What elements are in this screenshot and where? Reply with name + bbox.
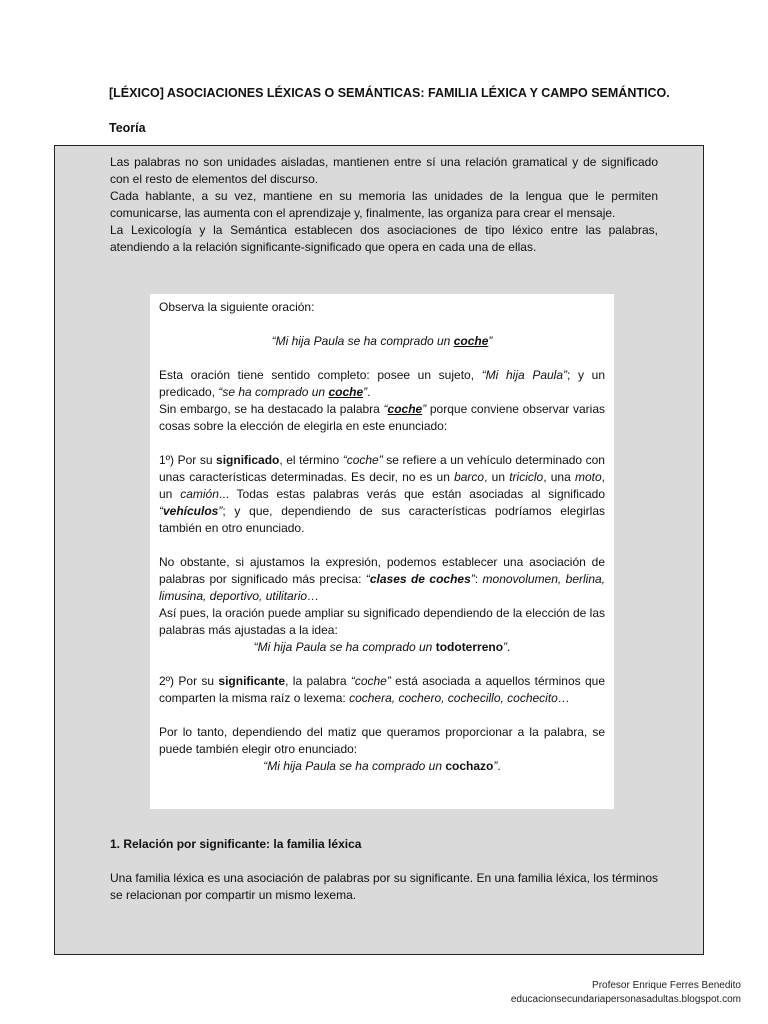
observa-label: Observa la siguiente oración: [159, 300, 315, 314]
point-2-conclusion: Por lo tanto, dependiendo del matiz que queramos proporcionar a la palabra, se puede también elegir otro enunciado: [159, 725, 605, 756]
sentence-analysis: Esta oración tiene sentido completo: posee un sujeto, “Mi hija Paula”; y un predicado, “se ha comprado un coche”. [159, 368, 605, 399]
section-1-title: 1. Relación por significante: la familia léxica [110, 837, 362, 851]
theory-box [54, 145, 704, 955]
point-1-significado: 1º) Por su significado, el término “coche” se refiere a un vehículo determinado con unas características determinadas. Es decir, no es un barco, un triciclo, una moto, un camión... Todas estas palabras verás que están asociadas al significado “vehículos”; y que, dependiendo de sus características podríamos elegirlas también en otro enunciado. [159, 453, 606, 535]
point-1-clases: No obstante, si ajustamos la expresión, podemos establecer una asociación de palabras por significado más precisa: “clases de coches”: monovolumen, berlina, limusina, deportivo, utilitario… [159, 555, 606, 603]
footer-site: educacionsecundariapersonasadultas.blogspot.com [510, 994, 741, 1005]
footer-author: Profesor Enrique Ferres Benedito [592, 980, 741, 991]
example-content [159, 299, 605, 775]
intro-paragraph-1: Las palabras no son unidades aisladas, mantienen entre sí una relación gramatical y de significado con el resto de elementos del discurso. [110, 155, 658, 186]
intro-text [110, 154, 658, 256]
section-heading-teoria: Teoría [109, 121, 146, 135]
page-footer [511, 979, 741, 1007]
highlight-word-coche: coche [453, 334, 489, 348]
point-1-conclusion: Así pues, la oración puede ampliar su significado dependiendo de la elección de las palabras más ajustadas a la idea: [159, 606, 605, 637]
example-sentence-3: “Mi hija Paula se ha comprado un cochazo”. [263, 759, 501, 773]
example-box [150, 294, 614, 809]
intro-paragraph-2: Cada hablante, a su vez, mantiene en su memoria las unidades de la lengua que le permiten comunicarse, las aumenta con el aprendizaje y, finalmente, las organiza para crear el mensaje. [110, 189, 658, 220]
point-2-significante: 2º) Por su significante, la palabra “coche” está asociada a aquellos términos que comparten la misma raíz o lexema: cochera, cochero, cochecillo, cochecito… [159, 674, 605, 705]
section-1-text: Una familia léxica es una asociación de palabras por su significante. En una familia léxica, los términos se relacionan por compartir un mismo lexema. [110, 871, 658, 902]
example-sentence-1: “Mi hija Paula se ha comprado un coche” [271, 334, 493, 348]
example-sentence-2: “Mi hija Paula se ha comprado un todoterreno”. [253, 640, 511, 654]
intro-paragraph-3: La Lexicología y la Semántica establecen dos asociaciones de tipo léxico entre las palabras, atendiendo a la relación significante-significado que opera en cada una de ellas. [110, 223, 658, 254]
highlight-explanation: Sin embargo, se ha destacado la palabra “coche” porque conviene observar varias cosas sobre la elección de elegirla en este enunciado: [159, 402, 605, 433]
document-title: [LÉXICO] ASOCIACIONES LÉXICAS O SEMÁNTICAS: FAMILIA LÉXICA Y CAMPO SEMÁNTICO. [109, 86, 670, 100]
